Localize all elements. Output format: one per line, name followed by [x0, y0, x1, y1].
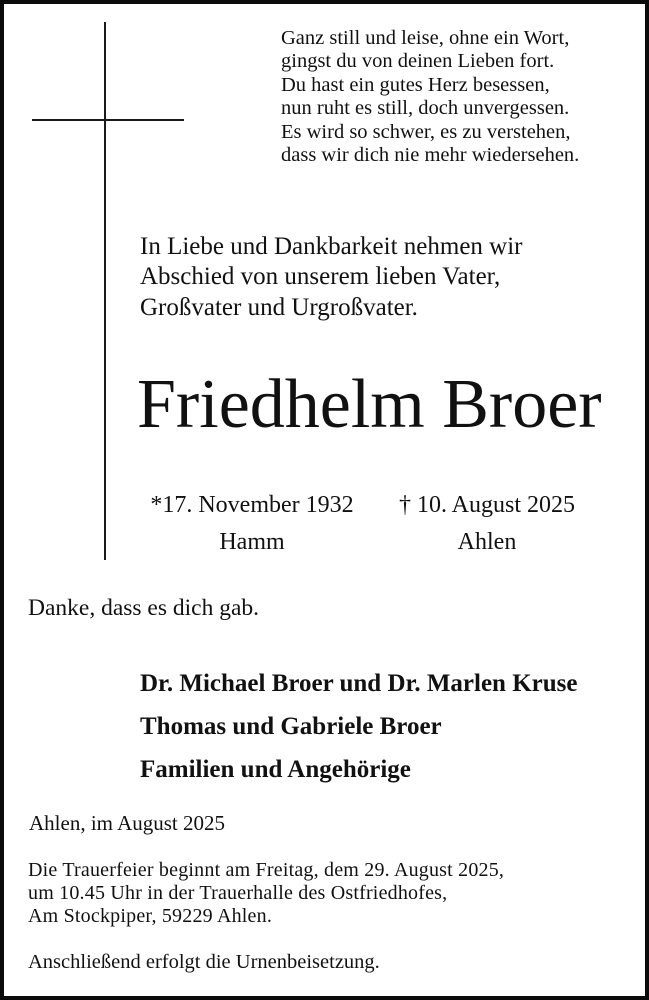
intro-line: In Liebe und Dankbarkeit nehmen wir	[140, 233, 523, 260]
funeral-line: Am Stockpiper, 59229 Ahlen.	[28, 905, 273, 928]
cross-icon-vertical-bar	[104, 22, 106, 560]
poem-line: Ganz still und leise, ohne ein Wort,	[281, 27, 570, 49]
life-dates	[138, 487, 585, 561]
poem-line: Es wird so schwer, es zu verstehen,	[281, 120, 571, 143]
mourner-line: Dr. Michael Broer und Dr. Marlen Kruse	[140, 670, 578, 697]
farewell-intro	[140, 232, 523, 323]
poem-line: gingst du von deinen Lieben fort.	[281, 50, 555, 73]
intro-line: Abschied von unserem lieben Vater,	[140, 263, 501, 291]
birth-place: Hamm	[219, 529, 285, 555]
death-column	[389, 487, 585, 561]
birth-date: *17. November 1932	[150, 492, 354, 518]
poem-line: Du hast ein gutes Herz besessen,	[281, 73, 550, 96]
death-date: † 10. August 2025	[398, 492, 575, 518]
cross-icon-horizontal-bar	[32, 119, 184, 121]
death-place: Ahlen	[457, 529, 517, 555]
mourners-list	[140, 663, 577, 791]
mourner-line: Thomas und Gabriele Broer	[140, 712, 442, 740]
poem-line: nun ruht es still, doch unvergessen.	[281, 97, 570, 120]
deceased-name: Friedhelm Broer	[137, 366, 602, 443]
place-dateline: Ahlen, im August 2025	[29, 811, 226, 835]
funeral-line: um 10.45 Uhr in der Trauerhalle des Ostfriedhofes,	[28, 882, 448, 905]
funeral-details	[28, 859, 504, 929]
mourner-line: Familien und Angehörige	[140, 755, 411, 783]
closing-line: Anschließend erfolgt die Urnenbeisetzung.	[28, 951, 380, 973]
memorial-poem	[281, 27, 579, 167]
funeral-line: Die Trauerfeier beginnt am Freitag, dem 29. August 2025,	[28, 859, 505, 881]
birth-column	[138, 487, 366, 561]
poem-line: dass wir dich nie mehr wiedersehen.	[281, 144, 580, 167]
intro-line: Großvater und Urgroßvater.	[140, 293, 418, 321]
thanks-line: Danke, dass es dich gab.	[28, 595, 260, 621]
